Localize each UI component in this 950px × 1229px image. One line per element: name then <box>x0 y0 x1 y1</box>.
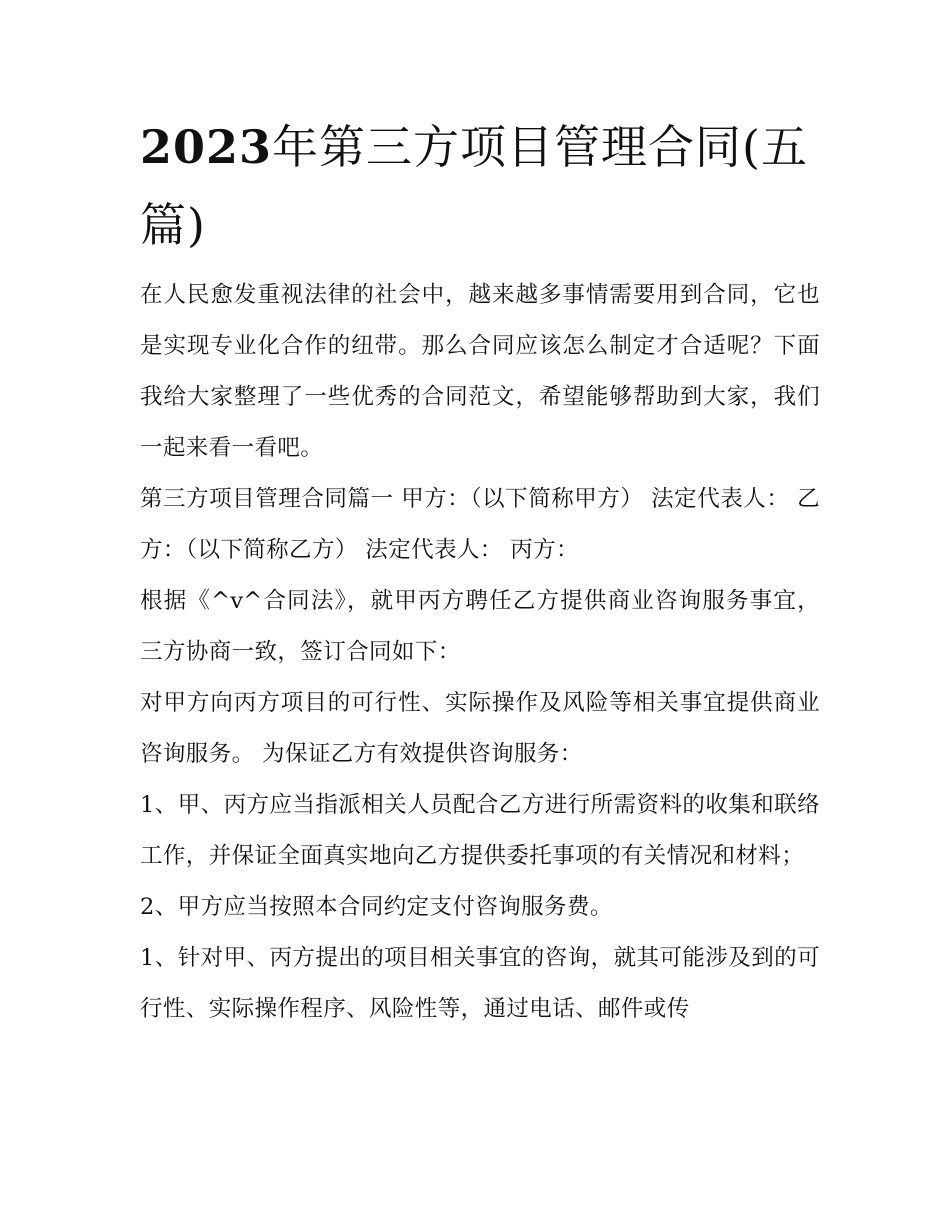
paragraph-basis: 根据《^v^合同法》，就甲丙方聘任乙方提供商业咨询服务事宜，三方协商一致，签订合同如下： <box>140 588 820 665</box>
title-year: 2023 <box>140 120 273 174</box>
paragraph-parties: 第三方项目管理合同篇一 甲方：（以下简称甲方） 法定代表人： 乙方：（以下简称乙方） 法定代表人： 丙方： <box>140 486 820 563</box>
document-title <box>140 108 820 264</box>
paragraph-clause-1: 1、甲、丙方应当指派相关人员配合乙方进行所需资料的收集和联络工作，并保证全面真实地向乙方提供委托事项的有关情况和材料； <box>140 792 820 869</box>
document-body <box>140 108 820 1035</box>
paragraph-scope: 对甲方向丙方项目的可行性、实际操作及风险等相关事宜提供商业咨询服务。 为保证乙方有效提供咨询服务： <box>140 690 820 767</box>
title-text: 年第三方项目管理合同(五篇) <box>140 120 808 252</box>
paragraph-clause-2: 2、甲方应当按照本合同约定支付咨询服务费。 <box>140 894 613 920</box>
paragraph-clause-3: 1、针对甲、丙方提出的项目相关事宜的咨询，就其可能涉及到的可行性、实际操作程序、风险性等，通过电话、邮件或传 <box>140 945 820 1022</box>
paragraph-intro: 在人民愈发重视法律的社会中，越来越多事情需要用到合同，它也是实现专业化合作的纽带。那么合同应该怎么制定才合适呢？下面我给大家整理了一些优秀的合同范文，希望能够帮助到大家，我们一起来看一看吧。 <box>140 282 820 461</box>
